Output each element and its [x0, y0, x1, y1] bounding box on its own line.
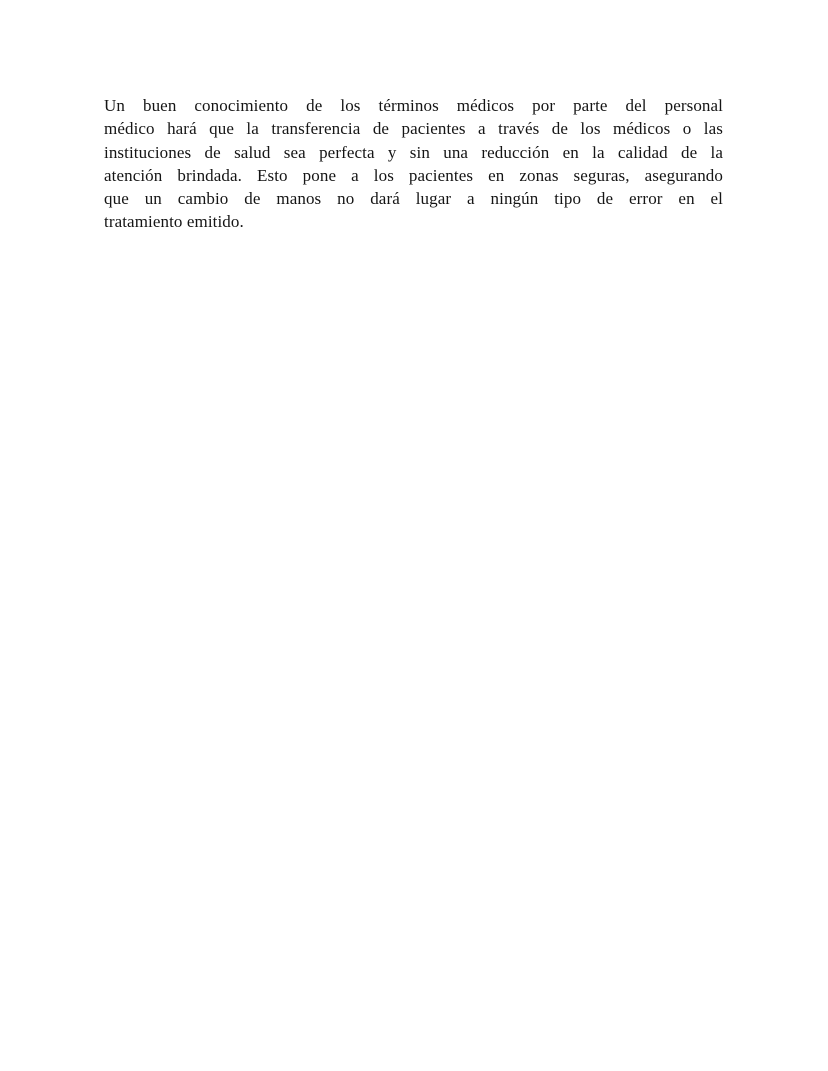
paragraph-line: médico hará que la transferencia de pacientes a través de los médicos o las	[104, 119, 723, 139]
paragraph-line: instituciones de salud sea perfecta y sin una reducción en la calidad de la	[104, 142, 723, 162]
paragraph-line: atención brindada. Esto pone a los pacientes en zonas seguras, asegurando	[104, 165, 723, 185]
paragraph-line: que un cambio de manos no dará lugar a ningún tipo de error en el	[104, 189, 723, 209]
paragraph-line: tratamiento emitido.	[104, 212, 244, 232]
paragraph-line: Un buen conocimiento de los términos médicos por parte del personal	[104, 96, 723, 115]
paragraph	[104, 94, 723, 234]
